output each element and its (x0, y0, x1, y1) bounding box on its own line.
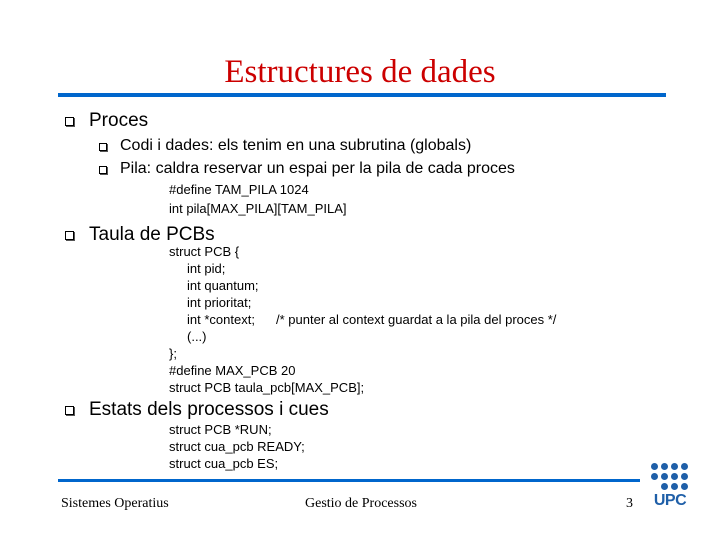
bullet-taula-pcbs: Taula de PCBs (89, 224, 215, 245)
footer-rule (58, 479, 640, 482)
bullet-estats: Estats dels processos i cues (89, 399, 329, 420)
code-comment: /* punter al context guardat a la pila del proces */ (276, 312, 557, 327)
code-line: int pila[MAX_PILA][TAM_PILA] (169, 201, 347, 216)
bullet-square-icon (65, 406, 74, 415)
upc-logo-dots-icon (650, 462, 690, 490)
code-line: struct cua_pcb ES; (169, 456, 279, 471)
code-line: struct PCB taula_pcb[MAX_PCB]; (169, 380, 365, 395)
code-line: #define TAM_PILA 1024 (169, 182, 309, 197)
code-line: struct cua_pcb READY; (169, 439, 305, 454)
code-line: (...) (187, 329, 207, 344)
upc-logo (650, 462, 690, 512)
slide-title: Estructures de dades (224, 54, 496, 90)
code-line: int pid; (187, 261, 226, 276)
bullet-proces: Proces (89, 110, 149, 131)
code-line: int quantum; (187, 278, 259, 293)
upc-logo-text: UPC (653, 492, 687, 509)
bullet-square-icon (65, 231, 74, 240)
code-line: #define MAX_PCB 20 (169, 363, 296, 378)
sub-bullet-pila: Pila: caldra reservar un espai per la pila de cada proces (120, 160, 515, 177)
code-line: }; (169, 346, 177, 361)
page-number: 3 (626, 496, 633, 511)
sub-bullet-square-icon (99, 166, 107, 174)
footer-topic: Gestio de Processos (305, 496, 417, 511)
sub-bullet-square-icon (99, 143, 107, 151)
footer-course: Sistemes Operatius (61, 496, 169, 511)
code-line: int *context; (187, 312, 255, 327)
code-line: struct PCB *RUN; (169, 422, 272, 437)
code-line: struct PCB { (169, 244, 240, 259)
code-line: int prioritat; (187, 295, 252, 310)
sub-bullet-codi: Codi i dades: els tenim en una subrutina (globals) (120, 137, 472, 154)
title-underline (58, 93, 666, 97)
bullet-square-icon (65, 117, 74, 126)
